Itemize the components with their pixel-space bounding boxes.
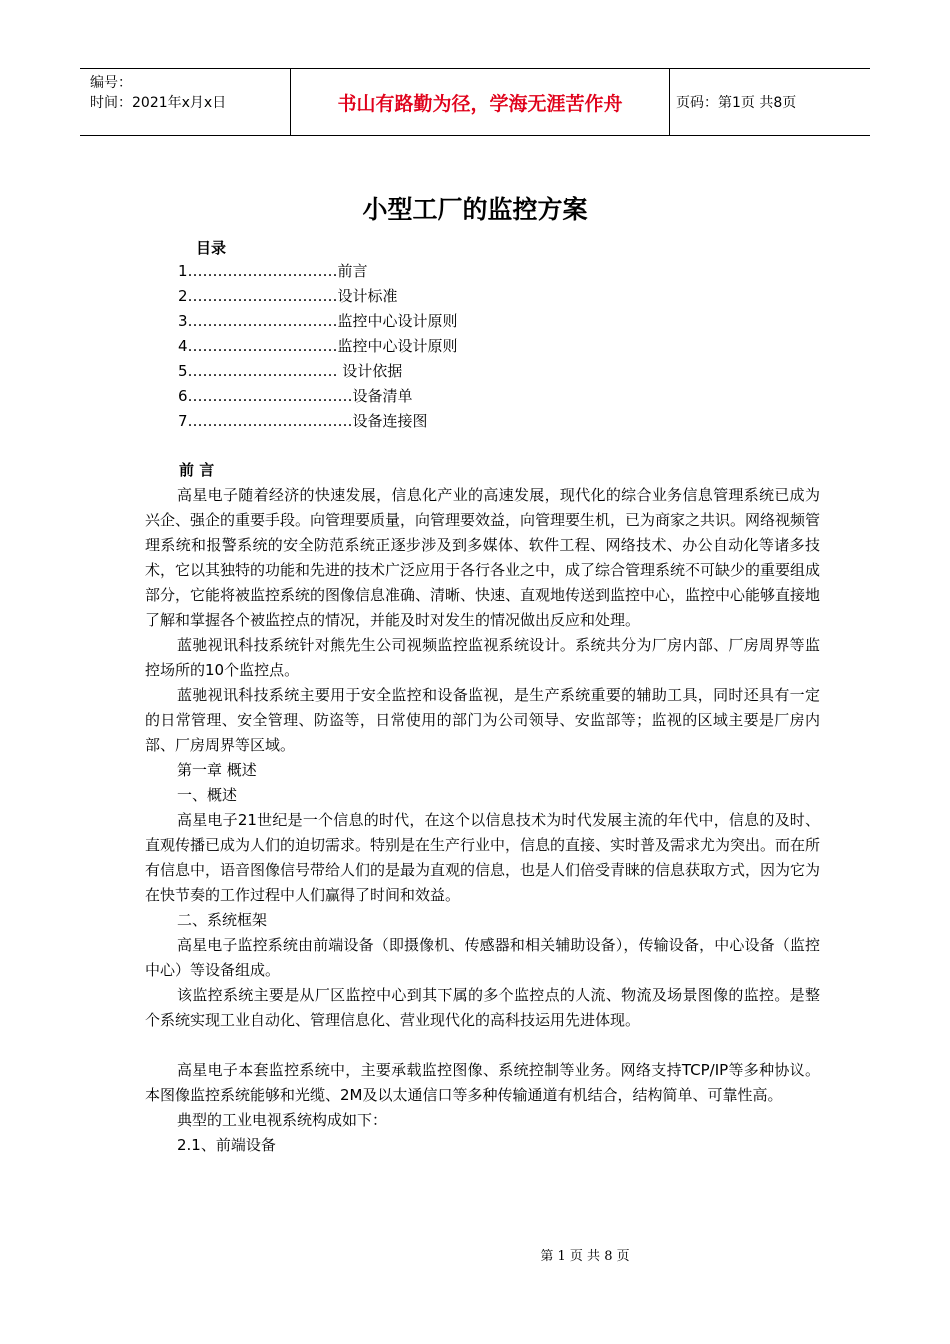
header-meta	[80, 69, 291, 135]
paragraph: 高星电子本套监控系统中，主要承载监控图像、系统控制等业务。网络支持TCP/IP等多种协议。本图像监控系统能够和光缆、2M及以太通信口等多种传输通道有机结合，结构简单、可靠性高。	[145, 1061, 820, 1104]
motto: 书山有路勤为径，学海无涯苦作舟	[337, 92, 623, 115]
preface-heading: 前 言	[179, 461, 215, 479]
paragraph: 该监控系统主要是从厂区监控中心到其下属的多个监控点的人流、物流及场景图像的监控。是整个系统实现工业自动化、管理信息化、营业现代化的高科技运用先进体现。	[145, 986, 820, 1029]
section-heading: 一、概述	[177, 786, 238, 804]
header-motto-cell	[291, 69, 670, 135]
toc-item[interactable]: 4…………………………监控中心设计原则	[178, 337, 458, 355]
toc-item[interactable]: 5………………………… 设计依据	[178, 362, 403, 380]
paragraph: 蓝驰视讯科技系统主要用于安全监控和设备监视，是生产系统重要的辅助工具，同时还具有一定的日常管理、安全管理、防盗等，日常使用的部门为公司领导、安监部等；监视的区域主要是厂房内部、厂房周界等区域。	[145, 686, 820, 754]
page-footer	[0, 1245, 950, 1264]
time-label: 时间：2021年x月x日	[90, 95, 227, 111]
toc-heading: 目录	[196, 239, 227, 257]
document-title: 小型工厂的监控方案	[362, 195, 588, 224]
spacer	[145, 1033, 820, 1058]
paragraph: 高星电子监控系统由前端设备（即摄像机、传感器和相关辅助设备），传输设备，中心设备（监控中心）等设备组成。	[145, 936, 820, 979]
toc-item[interactable]: 6……………………………设备清单	[178, 387, 413, 405]
document-body	[145, 458, 820, 1158]
paragraph: 高星电子随着经济的快速发展，信息化产业的高速发展，现代化的综合业务信息管理系统已成为兴企、强企的重要手段。向管理要质量，向管理要效益，向管理要生机，已为商家之共识。网络视频管理系统和报警系统的安全防范系统正逐步涉及到多媒体、软件工程、网络技术、办公自动化等诸多技术，它以其独特的功能和先进的技术广泛应用于各行各业之中，成了综合管理系统不可缺少的重要组成部分，它能将被监控系统的图像信息准确、清晰、快速、直观地传送到监控中心，监控中心能够直接地了解和掌握各个被监控点的情况，并能及时对发生的情况做出反应和处理。	[145, 486, 821, 629]
number-label: 编号：	[90, 75, 132, 91]
footer-page-number: 第 1 页 共 8 页	[540, 1249, 630, 1264]
section-heading: 二、系统框架	[177, 911, 268, 929]
toc-item[interactable]: 3…………………………监控中心设计原则	[178, 312, 458, 330]
paragraph: 高星电子21世纪是一个信息的时代，在这个以信息技术为时代发展主流的年代中，信息的及时、直观传播已成为人们的迫切需求。特别是在生产行业中，信息的直接、实时普及需求尤为突出。而在所有信息中，语音图像信号带给人们的是最为直观的信息，也是人们倍受青睐的信息获取方式，因为它为在快节奏的工作过程中人们赢得了时间和效益。	[145, 811, 821, 904]
page-header	[80, 68, 870, 136]
table-of-contents	[178, 259, 458, 434]
paragraph: 典型的工业电视系统构成如下：	[177, 1111, 388, 1129]
header-page-code: 页码：第1页 共8页	[676, 95, 797, 111]
toc-item[interactable]: 7……………………………设备连接图	[178, 412, 428, 430]
toc-item[interactable]: 1…………………………前言	[178, 262, 368, 280]
paragraph: 蓝驰视讯科技系统针对熊先生公司视频监控监视系统设计。系统共分为厂房内部、厂房周界等监控场所的10个监控点。	[145, 636, 820, 679]
subsection-heading: 2.1、前端设备	[177, 1136, 276, 1154]
toc-item[interactable]: 2…………………………设计标准	[178, 287, 398, 305]
chapter-heading: 第一章 概述	[177, 761, 257, 779]
